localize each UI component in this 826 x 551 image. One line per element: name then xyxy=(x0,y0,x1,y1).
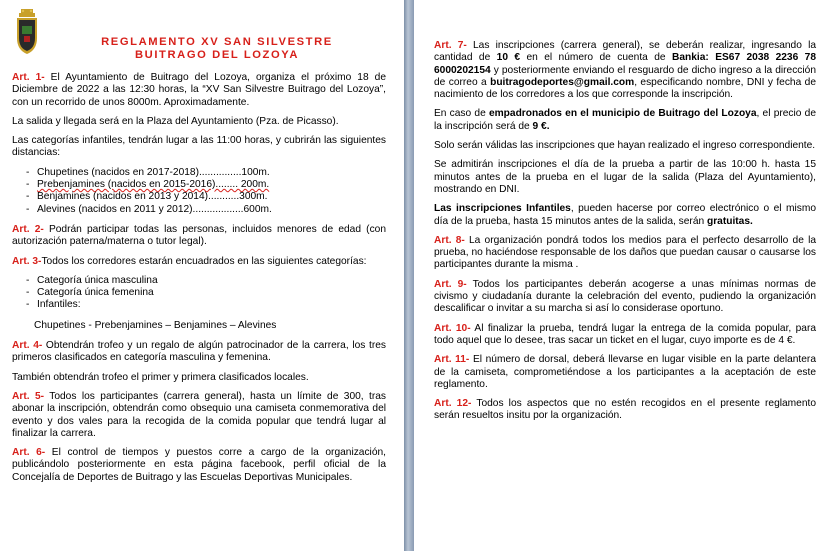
article-8: Art. 8- La organización pondrá todos los medios para el perfecto desarrollo de la prueba, no haciéndose responsable de los daños que puedan causar o causarse los participantes durante la misma . xyxy=(434,234,816,271)
right-column xyxy=(414,0,826,430)
categorias-intro: Las categorías infantiles, tendrán lugar a las 11:00 horas, y cubrirán las siguientes distancias: xyxy=(12,135,386,159)
column-divider xyxy=(404,0,414,551)
article-10: Art. 10- Al finalizar la prueba, tendrá lugar la entrega de la comida popular, para todo aquel que lo desee, tras sacar un ticket en el lugar, cuyo importe es de 4 €. xyxy=(434,322,816,346)
article-6: Art. 6- El control de tiempos y puestos corre a cargo de la organización, publicándolo posteriormente en esta página facebook, perfil oficial de la Concejalía de Deportes de Buitrago y las Escuelas Deportivas Municipales. xyxy=(12,447,386,483)
trofeo-local: También obtendrán trofeo el primer y primera clasificados locales. xyxy=(12,371,309,383)
list-item: - Categoría única femenina xyxy=(26,287,386,299)
infantiles-paragraph: Las inscripciones Infantiles, pueden hacerse por correo electrónico o el mismo día de la prueba, hasta 15 minutos antes de la salida, serán gratuitas. xyxy=(434,203,816,227)
left-column xyxy=(0,0,404,491)
article-11: Art. 11- El número de dorsal, deberá llevarse en lugar visible en la parte delantera de la camiseta, comprometiéndose a los participantes a la aceptación de este reglamento. xyxy=(434,354,816,390)
article-12: Art. 12- Todos los aspectos que no estén recogidos en el presente reglamento serán resueltos insitu por la organización. xyxy=(434,398,816,422)
infantiles-list: Chupetines - Prebenjamines – Benjamines – Alevines xyxy=(34,319,277,331)
article-4: Art. 4- Obtendrán trofeo y un regalo de algún patrocinador de la carrera, los tres primeros clasificados en categoría masculina y femenina. xyxy=(12,340,386,364)
page-title: REGLAMENTO XV SAN SILVESTRE BUITRAGO DEL LOZOYA xyxy=(101,36,333,61)
list-item: - Infantiles: xyxy=(26,299,386,311)
validas-paragraph: Solo serán válidas las inscripciones que hayan realizado el ingreso correspondiente. xyxy=(434,140,816,152)
salida-paragraph: La salida y llegada será en la Plaza del Ayuntamiento (Pza. de Picasso). xyxy=(12,115,339,127)
empadronados-paragraph: En caso de empadronados en el municipio de Buitrago del Lozoya, el precio de la inscripción será de 9 €. xyxy=(434,108,816,132)
distances-list xyxy=(26,167,386,216)
dia-prueba-paragraph: Se admitirán inscripciones el día de la prueba a partir de las 10:00 h. hasta 15 minutos antes de la prueba en el lugar de la salida (Plaza del Ayuntamiento), mostrando en DNI. xyxy=(434,159,816,195)
list-item: - Alevines (nacidos en 2011 y 2012)..................600m. xyxy=(26,204,386,216)
article-7: Art. 7- Las inscripciones (carrera general), se deberán realizar, ingresando la cantidad de 10 € en el número de cuenta de Bankia: ES67 2038 2236 78 6000202154 y posteriormente enviando el resguardo de dicho ingreso a la dirección de correo a buitragodeportes@gmail.com, especificando nombre, DNI y fecha de nacimiento de los corredores a los que corresponde la inscripción. xyxy=(434,40,816,101)
article-5: Art. 5- Todos los participantes (carrera general), hasta un límite de 300, tras abonar la inscripción, obtendrán como obsequio una camiseta conmemorativa del evento y dos vales para la recogida de la comida popular que tendrá lugar al finalizar la carrera. xyxy=(12,390,386,439)
list-item: - Benjamines (nacidos en 2013 y 2014)...........300m. xyxy=(26,191,386,203)
article-3: Art. 3-Todos los corredores estarán encuadrados en las siguientes categorías: xyxy=(12,255,367,267)
list-item: - Chupetines (nacidos en 2017-2018)...............100m. xyxy=(26,167,386,179)
list-item: - Prebenjamines (nacidos en 2015-2016)........ 200m. xyxy=(26,179,386,191)
list-item: - Categoría única masculina xyxy=(26,275,386,287)
article-1: Art. 1- El Ayuntamiento de Buitrago del Lozoya, organiza el próximo 18 de Diciembre de 2022 a las 12:30 horas, la “XV San Silvestre Buitrago del Lozoya”, con un recorrido de unos 8000m. Aproximadamente. xyxy=(12,72,386,108)
article-9: Art. 9- Todos los participantes deberán acogerse a unas mínimas normas de civismo y ciudadanía durante la celebración del evento, pudiendo la organización descalificar o invitar a su marcha si así lo considerase oportuno. xyxy=(434,278,817,315)
article-2: Art. 2- Podrán participar todas las personas, incluidos menores de edad (con autorización paterna/materna o tutor legal). xyxy=(12,223,387,248)
categories-list xyxy=(26,275,386,312)
